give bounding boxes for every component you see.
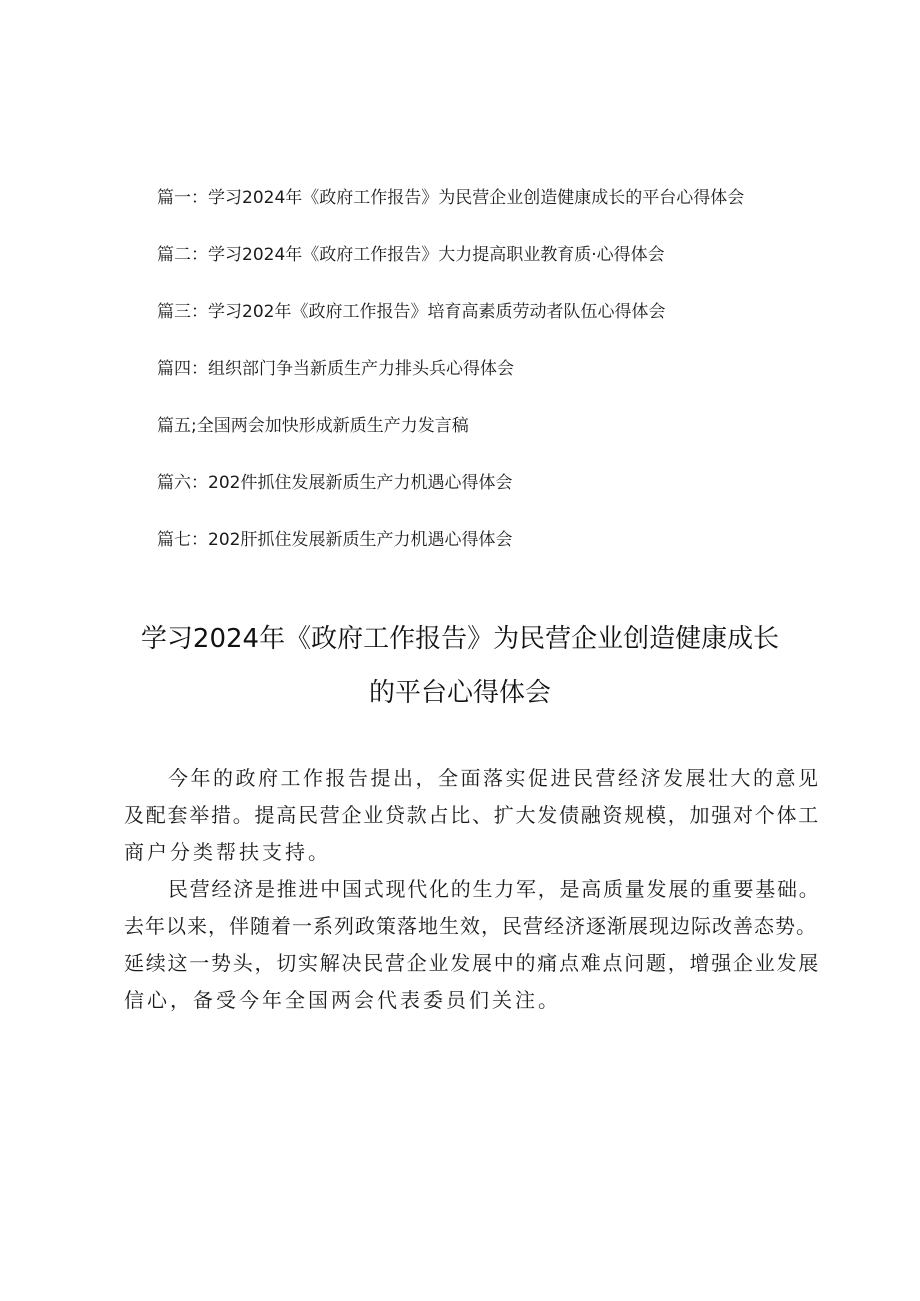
table-of-contents (157, 186, 857, 585)
paragraph-2-line-3: 延续这一势头，切实解决民营企业发展中的痛点难点问题，增强企业发展 (124, 951, 820, 975)
paragraph-2-line-4: 信心，备受今年全国两会代表委员们关注。 (124, 988, 561, 1012)
toc-item-6: 篇六：202件抓住发展新质生产力机遇心得体会 (157, 473, 513, 493)
document-title-line-1: 学习2024年《政府工作报告》为民营企业创造健康成长 (140, 624, 780, 654)
document-title (100, 612, 820, 720)
paragraph-1-line-2: 及配套举措。提高民营企业贷款占比、扩大发债融资规模，加强对个体工 (124, 803, 820, 827)
toc-item-2: 篇二：学习2024年《政府工作报告》大力提高职业教育质·心得体会 (157, 245, 665, 265)
paragraph-1 (124, 760, 824, 871)
paragraph-2-line-2: 去年以来，伴随着一系列政策落地生效，民营经济逐渐展现边际改善态势。 (124, 914, 817, 938)
paragraph-2-line-1: 民营经济是推进中国式现代化的生力军，是高质量发展的重要基础。 (168, 877, 821, 901)
toc-item-7: 篇七：202肝抓住发展新质生产力机遇心得体会 (157, 530, 513, 550)
paragraph-2 (124, 871, 824, 1019)
document-title-line-2: 的平台心得体会 (368, 678, 551, 708)
toc-item-5: 篇五;全国两会加快形成新质生产力发言稿 (157, 416, 469, 436)
paragraph-1-line-3: 商户分类帮扶支持。 (124, 840, 331, 864)
toc-item-3: 篇三：学习202年《政府工作报告》培育高素质劳动者队伍心得体会 (157, 302, 666, 322)
toc-item-4: 篇四：组织部门争当新质生产力排头兵心得体会 (157, 359, 514, 379)
paragraph-1-line-1: 今年的政府工作报告提出，全面落实促进民营经济发展壮大的意见 (168, 766, 821, 790)
toc-item-1: 篇一：学习2024年《政府工作报告》为民营企业创造健康成长的平台心得体会 (157, 188, 745, 208)
document-body (124, 760, 824, 1019)
